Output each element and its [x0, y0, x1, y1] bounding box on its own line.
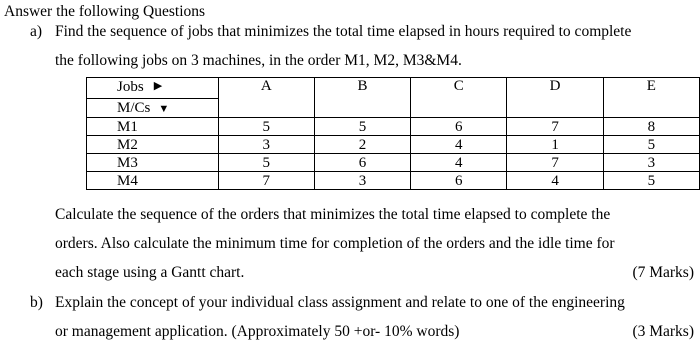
- question-b-line-2: or management application. (Approximately 50 +or- 10% words): [55, 323, 460, 340]
- corner-cell-machines: [87, 99, 219, 118]
- job-header-d: D: [507, 78, 603, 118]
- table-cell: 4: [411, 136, 507, 154]
- table-cell: 5: [218, 154, 314, 172]
- jobs-machines-table: [86, 77, 700, 190]
- corner-cell-jobs: [87, 78, 219, 99]
- question-a-marks: (7 Marks): [632, 264, 694, 281]
- question-b-label: b): [30, 294, 43, 311]
- table-cell: 3: [314, 172, 410, 190]
- job-header-b: B: [314, 78, 410, 118]
- section-heading: Answer the following Questions: [4, 3, 206, 20]
- question-a-after-line-2: orders. Also calculate the minimum time for completion of the orders and the idle time for: [55, 235, 615, 252]
- table-cell: 2: [314, 136, 410, 154]
- table-cell: 1: [507, 136, 603, 154]
- table-cell: 7: [507, 118, 603, 136]
- table-row: [87, 172, 700, 190]
- table-row: [87, 118, 700, 136]
- machines-label: M/Cs: [117, 99, 151, 116]
- table-cell: 6: [314, 154, 410, 172]
- machine-label: M2: [87, 136, 219, 154]
- machine-label: M4: [87, 172, 219, 190]
- job-header-e: E: [603, 78, 699, 118]
- table-cell: 3: [218, 136, 314, 154]
- question-b-line-1: Explain the concept of your individual class assignment and relate to one of the engineering: [55, 294, 625, 311]
- table-cell: 5: [603, 172, 699, 190]
- question-a-after-line-1: Calculate the sequence of the orders that minimizes the total time elapsed to complete the: [55, 206, 611, 223]
- question-a-line-2: the following jobs on 3 machines, in the order M1, M2, M3&M4.: [55, 52, 462, 69]
- table-cell: 5: [218, 118, 314, 136]
- job-header-a: A: [218, 78, 314, 118]
- table-row: [87, 136, 700, 154]
- table-cell: 6: [411, 172, 507, 190]
- arrow-right-icon: ▶: [153, 80, 163, 92]
- machine-label: M3: [87, 154, 219, 172]
- table-header-row: [87, 78, 700, 99]
- question-a-after-line-3: each stage using a Gantt chart.: [55, 264, 245, 281]
- table-cell: 6: [411, 118, 507, 136]
- table-cell: 4: [507, 172, 603, 190]
- question-a-line-1: Find the sequence of jobs that minimizes the total time elapsed in hours required to complete: [55, 23, 632, 40]
- table-cell: 3: [603, 154, 699, 172]
- table-cell: 7: [507, 154, 603, 172]
- job-header-c: C: [411, 78, 507, 118]
- question-a-label: a): [30, 23, 43, 40]
- table-cell: 5: [314, 118, 410, 136]
- table-cell: 7: [218, 172, 314, 190]
- machine-label: M1: [87, 118, 219, 136]
- table-cell: 5: [603, 136, 699, 154]
- table-cell: 8: [603, 118, 699, 136]
- question-b-marks: (3 Marks): [632, 323, 694, 340]
- jobs-label: Jobs: [117, 79, 144, 95]
- table-cell: 4: [411, 154, 507, 172]
- table-row: [87, 154, 700, 172]
- arrow-down-icon: ▼: [158, 102, 170, 115]
